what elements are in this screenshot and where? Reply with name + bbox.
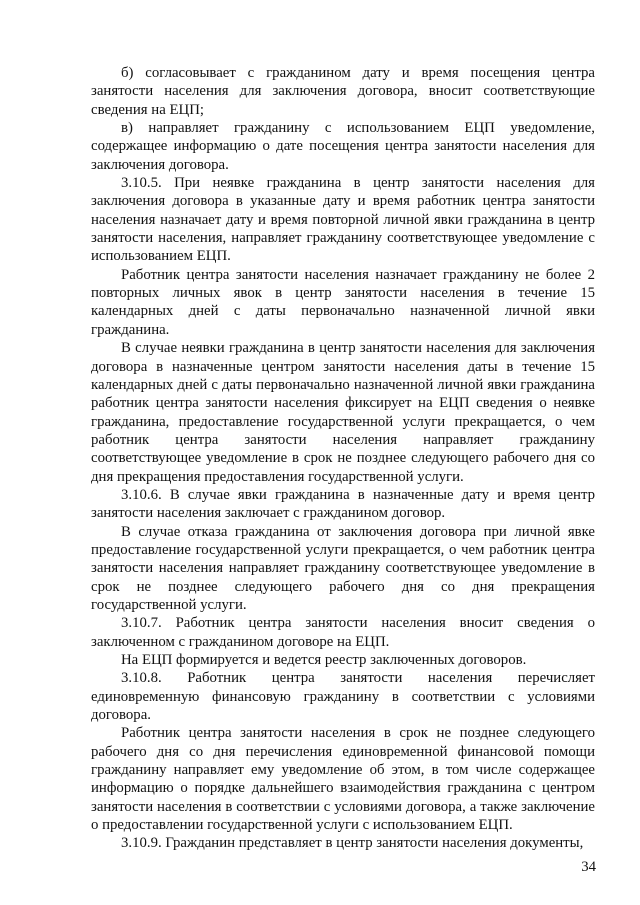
paragraph-non-appearance: В случае неявки гражданина в центр занятости населения для заключения договора в назначенные центром занятости населения даты в течение 15 календарных дней с даты первоначально назначенной личной явки гражданина работник центра занятости населения фиксирует на ЕЦП сведения о неявке гражданина, предоставление государственной услуги прекращается, о чем работник центра занятости населения направляет гражданину соответствующее уведомление в срок не позднее следующего рабочего дня со дня прекращения предоставления государственной услуги. xyxy=(91,340,595,485)
paragraph-v-send-notice: в) направляет гражданину с использованием ЕЦП уведомление, содержащее информацию о дате посещения центра занятости населения для заключения договора. xyxy=(91,120,595,173)
paragraph-3-10-9: 3.10.9. Гражданин представляет в центр занятости населения документы, xyxy=(121,835,584,852)
paragraph-3-10-6: 3.10.6. В случае явки гражданина в назначенные дату и время центр занятости населения заключает с гражданином договор. xyxy=(91,486,595,522)
paragraph-refusal: В случае отказа гражданина от заключения договора при личной явке предоставление государственной услуги прекращается, о чем работник центра занятости населения направляет гражданину соответствующее уведомление в срок не позднее следующего рабочего дня со дня прекращения государственной услуги. xyxy=(91,523,595,613)
paragraph-3-10-8: 3.10.8. Работник центра занятости населения перечисляет единовременную финансовую гражданину в соответствии с условиями договора. xyxy=(91,670,595,724)
paragraph-registry: На ЕЦП формируется и ведется реестр заключенных договоров. xyxy=(121,652,527,668)
paragraph-3-10-5: 3.10.5. При неявке гражданина в центр занятости населения для заключения договора в указанные дату и время работник центра занятости населения назначает дату и время повторной личной явки гражданина в центр занятости населения, направляет гражданину соответствующее уведомление с использованием ЕЦП. xyxy=(91,175,595,265)
paragraph-repeat-visits: Работник центра занятости населения назначает гражданину не более 2 повторных личных явок в центр занятости населения в течение 15 календарных дней с даты первоначально назначенной личной явки гражданина. xyxy=(91,266,595,338)
paragraph-notification: Работник центра занятости населения в срок не позднее следующего рабочего дня со дня перечисления единовременной финансовой помощи гражданину направляет ему уведомление об этом, в том числе содержащее информацию о порядке дальнейшего взаимодействия гражданина с центром занятости населения в соответствии с условиями договора, а также заключение о предоставлении государственной услуги с использованием ЕЦП. xyxy=(91,725,595,834)
page-number: 34 xyxy=(581,859,596,875)
document-body xyxy=(91,64,595,853)
paragraph-3-10-7: 3.10.7. Работник центра занятости населения вносит сведения о заключенном с гражданином договоре на ЕЦП. xyxy=(91,615,595,650)
paragraph-b-agree-date: б) согласовывает с гражданином дату и время посещения центра занятости населения для заключения договора, вносит соответствующие сведения на ЕЦП; xyxy=(91,65,595,118)
